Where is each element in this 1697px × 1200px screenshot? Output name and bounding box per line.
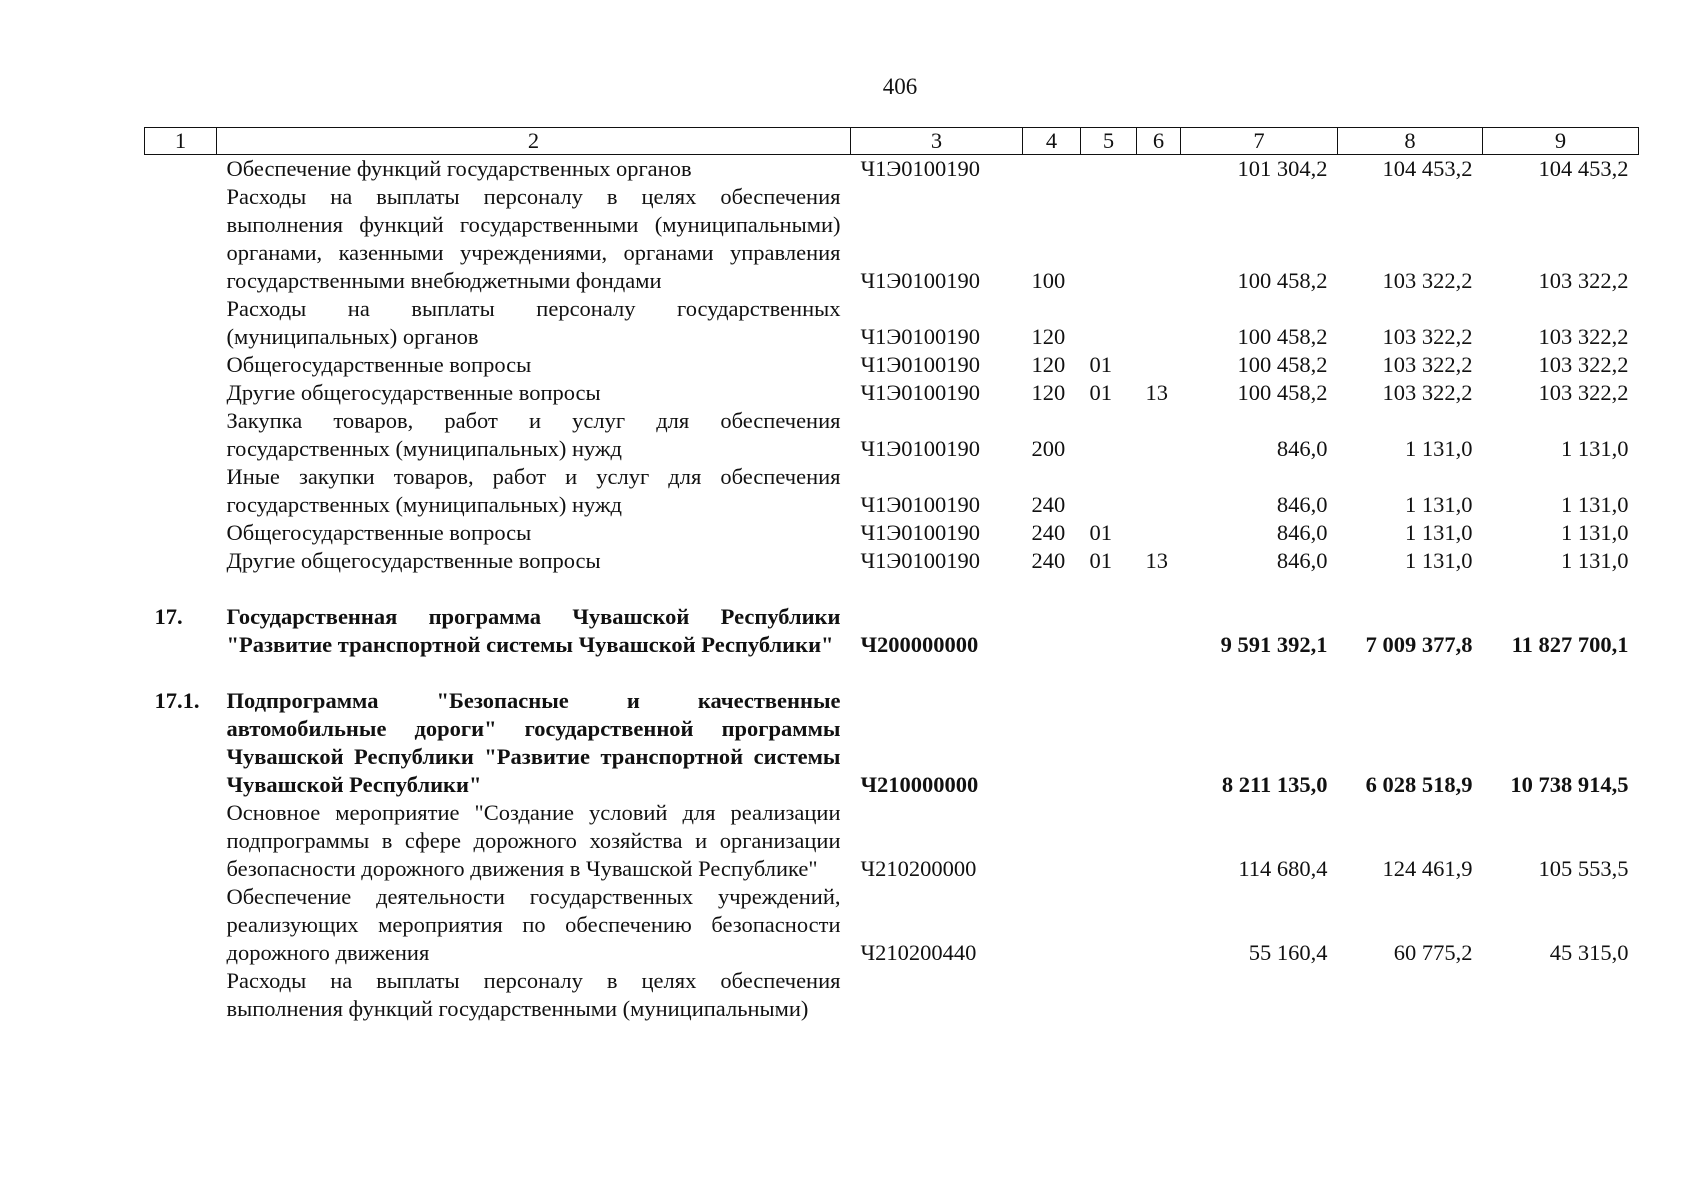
- page-number: 406: [882, 74, 918, 99]
- row-amount-8: 60 775,2: [1393, 940, 1473, 965]
- row-number: [145, 155, 217, 184]
- row-field-5: [1081, 183, 1137, 295]
- row-amount-9: 10 738 914,5: [1510, 772, 1629, 797]
- row-field-6: [1137, 967, 1181, 1023]
- budget-table: [144, 127, 1639, 1023]
- row-code: Ч1Э0100190: [860, 380, 980, 405]
- row-amount-9: 1 131,0: [1561, 436, 1629, 461]
- row-field-6: [1137, 603, 1181, 659]
- row-field-5: [1081, 155, 1137, 184]
- row-field-6: [1137, 687, 1181, 799]
- row-amount-8: 1 131,0: [1405, 548, 1473, 573]
- row-amount-7: 846,0: [1276, 520, 1328, 545]
- header-col-1: 1: [145, 128, 217, 155]
- row-field-6: [1137, 295, 1181, 351]
- row-field-6: 13: [1145, 548, 1168, 573]
- row-field-4: 200: [1031, 436, 1066, 461]
- table-row: [145, 379, 1639, 407]
- row-field-4: [1023, 799, 1081, 883]
- row-amount-8: 1 131,0: [1405, 492, 1473, 517]
- row-amount-9: 11 827 700,1: [1511, 632, 1629, 657]
- row-amount-9: 1 131,0: [1561, 520, 1629, 545]
- header-col-4: 4: [1023, 128, 1081, 155]
- table-row: [145, 155, 1639, 184]
- header-col-6: 6: [1137, 128, 1181, 155]
- table-row: [145, 883, 1639, 967]
- row-amount-7: 846,0: [1276, 492, 1328, 517]
- row-code: Ч1Э0100190: [860, 492, 980, 517]
- row-code: Ч1Э0100190: [860, 324, 980, 349]
- row-name: Закупка товаров, работ и услуг для обеспечения государственных (муниципальных) нужд: [226, 408, 841, 461]
- row-amount-9: 103 322,2: [1538, 268, 1629, 293]
- row-amount-9: 1 131,0: [1561, 492, 1629, 517]
- row-number: [145, 183, 217, 295]
- table-body: [145, 155, 1639, 1024]
- table-row: [145, 407, 1639, 463]
- row-amount-9: 103 322,2: [1538, 380, 1629, 405]
- budget-table-container: [144, 127, 1638, 1023]
- row-code: Ч1Э0100190: [860, 436, 980, 461]
- spacer-row: [145, 659, 1639, 687]
- row-name: Государственная программа Чувашской Республики "Развитие транспортной системы Чувашской Республики": [226, 604, 841, 657]
- row-field-5: [1081, 799, 1137, 883]
- row-amount-8: 104 453,2: [1382, 156, 1473, 181]
- row-name: Другие общегосударственные вопросы: [226, 548, 601, 573]
- row-field-4: 240: [1031, 492, 1066, 517]
- row-field-6: [1137, 463, 1181, 519]
- row-field-4: [1023, 603, 1081, 659]
- row-field-4: 240: [1031, 548, 1066, 573]
- row-number: 17.: [154, 604, 183, 629]
- row-number: [145, 967, 217, 1023]
- row-amount-9: 103 322,2: [1538, 324, 1629, 349]
- row-field-4: 100: [1031, 268, 1066, 293]
- row-amount-7: 846,0: [1276, 436, 1328, 461]
- row-number: [145, 295, 217, 351]
- row-number: [145, 463, 217, 519]
- row-name: Подпрограмма "Безопасные и качественные автомобильные дороги" государственной программы Чувашской Республики "Развитие транспортной системы Чувашской Республики": [226, 688, 841, 797]
- row-amount-8: 1 131,0: [1405, 436, 1473, 461]
- row-field-4: [1023, 155, 1081, 184]
- table-row: [145, 351, 1639, 379]
- row-field-5: [1081, 967, 1137, 1023]
- row-amount-7: 100 458,2: [1237, 352, 1328, 377]
- header-col-5: 5: [1081, 128, 1137, 155]
- row-code: Ч1Э0100190: [860, 520, 980, 545]
- row-amount-8: 103 322,2: [1382, 268, 1473, 293]
- row-field-5: 01: [1089, 352, 1112, 377]
- row-name: Общегосударственные вопросы: [226, 352, 532, 377]
- row-amount-7: 100 458,2: [1237, 380, 1328, 405]
- row-field-4: [1023, 687, 1081, 799]
- row-name: Иные закупки товаров, работ и услуг для обеспечения государственных (муниципальных) нужд: [226, 464, 841, 517]
- row-amount-9: 105 553,5: [1538, 856, 1629, 881]
- row-amount-9: 104 453,2: [1538, 156, 1629, 181]
- row-amount-9: 103 322,2: [1538, 352, 1629, 377]
- row-name: Другие общегосударственные вопросы: [226, 380, 601, 405]
- row-field-6: [1137, 155, 1181, 184]
- row-amount-7: 100 458,2: [1237, 324, 1328, 349]
- row-amount-8: 1 131,0: [1405, 520, 1473, 545]
- row-amount-8: 103 322,2: [1382, 352, 1473, 377]
- table-row: [145, 799, 1639, 883]
- table-row: [145, 547, 1639, 575]
- row-code: Ч210200000: [860, 856, 977, 881]
- table-row: [145, 603, 1639, 659]
- row-code: Ч1Э0100190: [860, 548, 980, 573]
- header-col-8: 8: [1338, 128, 1483, 155]
- row-field-5: [1081, 463, 1137, 519]
- row-amount-8: 6 028 518,9: [1365, 772, 1473, 797]
- row-code: [851, 967, 1023, 1023]
- row-field-6: 13: [1145, 380, 1168, 405]
- table-row: [145, 519, 1639, 547]
- row-field-5: 01: [1089, 380, 1112, 405]
- row-field-5: [1081, 883, 1137, 967]
- row-amount-9: 45 315,0: [1549, 940, 1629, 965]
- table-row: [145, 967, 1639, 1023]
- row-field-6: [1137, 183, 1181, 295]
- row-amount-9: 1 131,0: [1561, 548, 1629, 573]
- header-col-7: 7: [1181, 128, 1338, 155]
- row-code: Ч210000000: [860, 772, 979, 797]
- spacer-cell: [145, 575, 1639, 603]
- row-field-4: 240: [1031, 520, 1066, 545]
- row-field-6: [1137, 351, 1181, 379]
- row-field-4: [1023, 883, 1081, 967]
- row-field-5: [1081, 407, 1137, 463]
- row-field-6: [1137, 519, 1181, 547]
- row-number: [145, 379, 217, 407]
- row-code: Ч210200440: [860, 940, 977, 965]
- row-code: Ч1Э0100190: [860, 352, 980, 377]
- table-row: [145, 295, 1639, 351]
- header-col-2: 2: [217, 128, 851, 155]
- spacer-row: [145, 575, 1639, 603]
- row-field-4: [1023, 967, 1081, 1023]
- row-field-5: 01: [1089, 520, 1112, 545]
- row-amount-7: 9 591 392,1: [1220, 632, 1328, 657]
- row-amount-7: 55 160,4: [1248, 940, 1328, 965]
- row-name: Расходы на выплаты персоналу в целях обеспечения выполнения функций государственными (муниципальными) органами, казенными учреждениями, органами управления государственными внебюджетными фондами: [226, 184, 841, 293]
- row-amount-8: 103 322,2: [1382, 380, 1473, 405]
- spacer-cell: [145, 659, 1639, 687]
- row-amount-8: 124 461,9: [1382, 856, 1473, 881]
- row-code: Ч1Э0100190: [860, 156, 980, 181]
- row-code: Ч1Э0100190: [860, 268, 980, 293]
- row-name: Основное мероприятие "Создание условий для реализации подпрограммы в сфере дорожного хозяйства и организации безопасности дорожного движения в Чувашской Республике": [226, 800, 841, 881]
- row-amount-8: 7 009 377,8: [1365, 632, 1473, 657]
- row-name: Расходы на выплаты персоналу государственных (муниципальных) органов: [226, 296, 841, 349]
- row-field-5: [1081, 295, 1137, 351]
- row-name: Обеспечение функций государственных органов: [226, 156, 692, 181]
- row-number: [145, 547, 217, 575]
- row-amount-7: [1181, 967, 1338, 1023]
- row-number: [145, 883, 217, 967]
- row-amount-8: 103 322,2: [1382, 324, 1473, 349]
- row-field-4: 120: [1031, 352, 1066, 377]
- row-amount-7: 100 458,2: [1237, 268, 1328, 293]
- row-field-5: 01: [1089, 548, 1112, 573]
- row-number: [145, 351, 217, 379]
- row-field-4: 120: [1031, 380, 1066, 405]
- row-number: [145, 407, 217, 463]
- row-number: [145, 519, 217, 547]
- row-amount-8: [1338, 967, 1483, 1023]
- row-code: Ч200000000: [860, 632, 979, 657]
- row-field-6: [1137, 799, 1181, 883]
- row-number: 17.1.: [154, 688, 200, 713]
- row-field-6: [1137, 407, 1181, 463]
- row-number: [145, 799, 217, 883]
- row-amount-7: 114 680,4: [1238, 856, 1328, 881]
- row-name: Общегосударственные вопросы: [226, 520, 532, 545]
- table-header: [145, 128, 1639, 155]
- table-row: [145, 463, 1639, 519]
- row-amount-9: [1483, 967, 1639, 1023]
- header-row: [145, 128, 1639, 155]
- row-field-5: [1081, 687, 1137, 799]
- row-name: Расходы на выплаты персоналу в целях обеспечения выполнения функций государственными (муниципальными): [226, 968, 841, 1021]
- row-amount-7: 8 211 135,0: [1221, 772, 1328, 797]
- table-row: [145, 687, 1639, 799]
- table-row: [145, 183, 1639, 295]
- row-amount-7: 846,0: [1276, 548, 1328, 573]
- row-field-5: [1081, 603, 1137, 659]
- header-col-9: 9: [1483, 128, 1639, 155]
- row-amount-7: 101 304,2: [1237, 156, 1328, 181]
- row-field-6: [1137, 883, 1181, 967]
- row-field-4: 120: [1031, 324, 1066, 349]
- header-col-3: 3: [851, 128, 1023, 155]
- row-name: Обеспечение деятельности государственных учреждений, реализующих мероприятия по обеспечению безопасности дорожного движения: [226, 884, 841, 965]
